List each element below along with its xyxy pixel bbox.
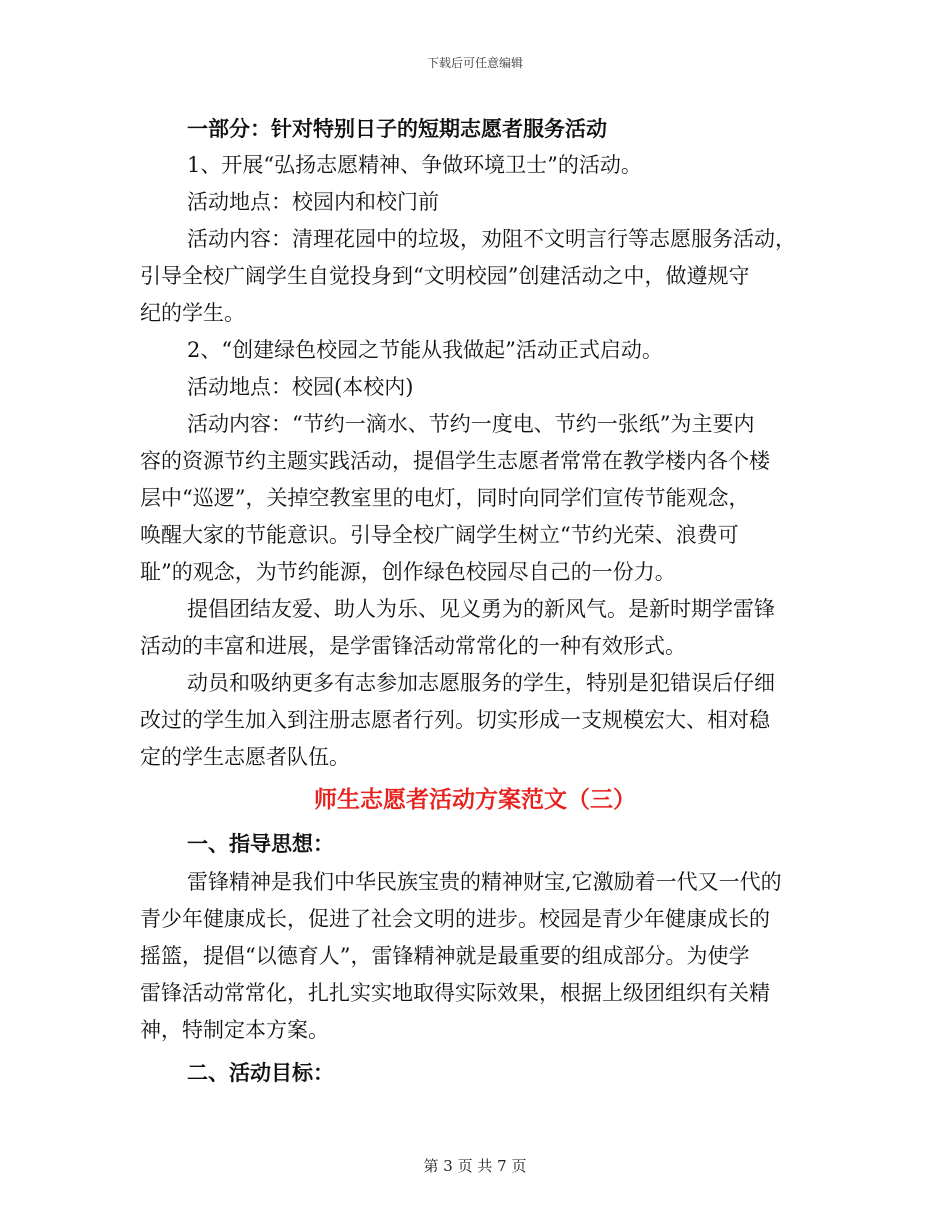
guiding-line: 雷锋精神是我们中华民族宝贵的精神财宝,它激励着一代又一代的 [187, 870, 782, 894]
item2-content-line: 容的资源节约主题实践活动，提倡学生志愿者常常在教学楼内各个楼 [140, 449, 770, 473]
item1-title: 1、开展“弘扬志愿精神、争做环境卫士”的活动。 [187, 153, 642, 177]
item2-content-line: 活动内容：“节约一滴水、节约一度电、节约一张纸”为主要内 [187, 412, 755, 436]
header-note: 下载后可任意编辑 [426, 56, 523, 70]
paragraph-line: 活动的丰富和进展，是学雷锋活动常常化的一种有效形式。 [140, 634, 686, 658]
guiding-line: 神，特制定本方案。 [140, 1018, 329, 1042]
paragraph-line: 动员和吸纳更多有志参加志愿服务的学生，特别是犯错误后仔细 [187, 671, 775, 695]
goals-heading: 二、活动目标： [187, 1060, 334, 1085]
part-heading: 一部分：针对特别日子的短期志愿者服务活动 [187, 116, 607, 141]
paragraph-line: 定的学生志愿者队伍。 [140, 745, 350, 769]
guiding-line: 青少年健康成长，促进了社会文明的进步。校园是青少年健康成长的 [140, 907, 770, 931]
guiding-line: 雷锋活动常常化，扎扎实实地取得实际效果，根据上级团组织有关精 [140, 981, 770, 1005]
item2-title: 2、“创建绿色校园之节能从我做起”活动正式启动。 [187, 338, 663, 362]
paragraph-line: 改过的学生加入到注册志愿者行列。切实形成一支规模宏大、相对稳 [140, 708, 770, 732]
item1-content-line: 引导全校广阔学生自觉投身到“文明校园”创建活动之中，做遵规守 [140, 264, 750, 288]
document-body [140, 110, 810, 1093]
item2-content-line: 层中“巡逻”，关掉空教室里的电灯，同时向同学们宣传节能观念， [140, 486, 750, 510]
item1-content-line: 活动内容：清理花园中的垃圾，劝阻不文明言行等志愿服务活动， [187, 227, 796, 251]
item1-location: 活动地点：校园内和校门前 [187, 190, 439, 214]
paragraph-line: 提倡团结友爱、助人为乐、见义勇为的新风气。是新时期学雷锋 [187, 597, 775, 621]
guiding-heading: 一、指导思想： [187, 831, 334, 856]
document-title: 师生志愿者活动方案范文（三） [314, 786, 636, 813]
item2-content-line: 唤醒大家的节能意识。引导全校广阔学生树立“节约光荣、浪费可 [140, 523, 739, 547]
item2-content-line: 耻”的观念，为节约能源，创作绿色校园尽自己的一份力。 [140, 560, 676, 584]
page-number: 第 3 页 共 7 页 [423, 1157, 527, 1175]
item2-location: 活动地点：校园(本校内) [187, 375, 414, 399]
item1-content-line: 纪的学生。 [140, 301, 245, 325]
guiding-line: 摇篮，提倡“以德育人”，雷锋精神就是最重要的组成部分。为使学 [140, 944, 750, 968]
